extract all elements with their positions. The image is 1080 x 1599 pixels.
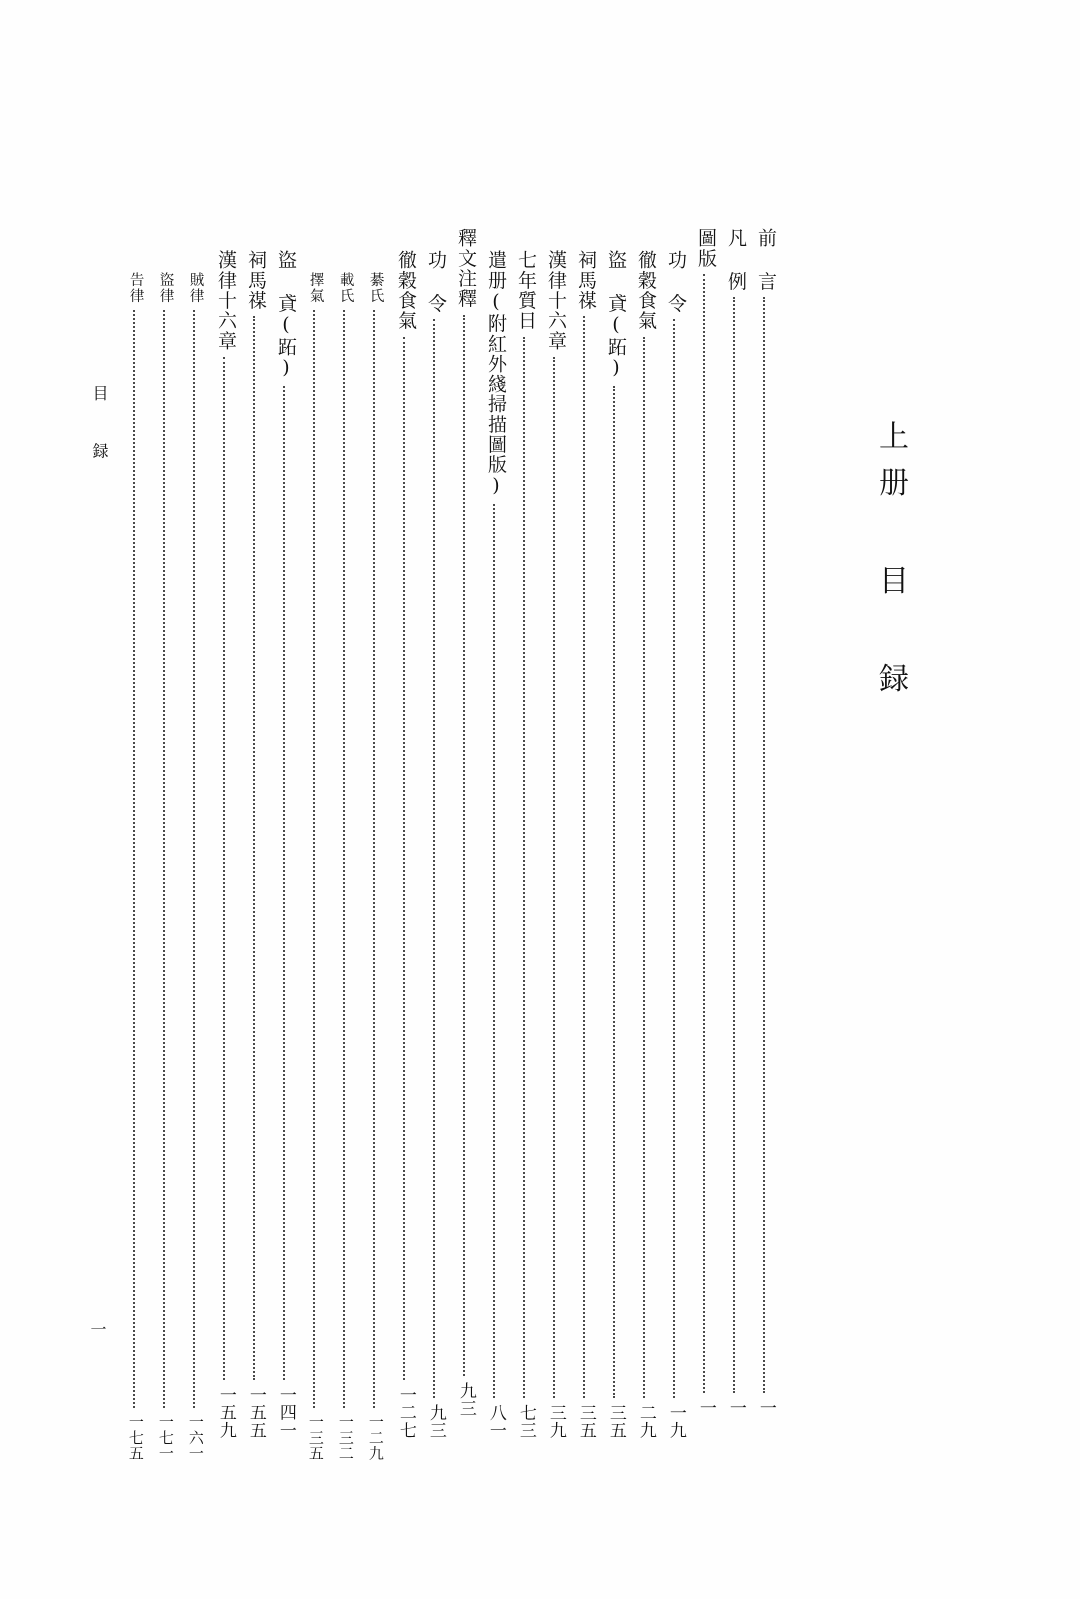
folio-number: 一: [88, 1321, 107, 1337]
toc-dot-leader: [253, 316, 257, 1380]
toc-entry[interactable]: [330, 228, 360, 1463]
toc-entry-label: 盜 貣(跖): [604, 250, 627, 380]
toc-entry[interactable]: [690, 228, 720, 1419]
toc-entry[interactable]: [270, 228, 300, 1441]
toc-page-number: 三五: [605, 1403, 626, 1439]
toc-entry-label: 釋文注釋: [454, 228, 477, 309]
toc-page-number: 一: [725, 1399, 746, 1417]
toc-entry-label: 圖版: [694, 228, 717, 269]
toc-page-number: 一九: [665, 1403, 686, 1439]
toc-entry-label: 漢律十六章: [214, 250, 237, 351]
running-head: 目 録: [90, 385, 109, 470]
toc-dot-leader: [493, 504, 497, 1398]
toc-page-number: 七三: [515, 1403, 536, 1439]
toc-dot-leader: [133, 310, 137, 1408]
toc-page-number: 八一: [485, 1403, 506, 1439]
toc-entry[interactable]: [750, 228, 780, 1419]
toc-page-number: 二九: [635, 1403, 656, 1439]
toc-page-number: 一二九: [366, 1414, 385, 1461]
toc-entry-label: 擇氣: [307, 272, 324, 305]
toc-dot-leader: [703, 274, 707, 1393]
toc-entry[interactable]: [210, 228, 240, 1441]
toc-dot-leader: [673, 319, 677, 1397]
toc-entry[interactable]: [420, 228, 450, 1441]
toc-page-number: 一五九: [215, 1385, 236, 1439]
toc-entry-label: 賊律: [187, 272, 204, 305]
toc-dot-leader: [613, 386, 617, 1398]
toc-entry[interactable]: [180, 228, 210, 1463]
toc-dot-leader: [283, 386, 287, 1380]
toc-entry[interactable]: [630, 228, 660, 1441]
toc-page-number: 九三: [425, 1403, 446, 1439]
toc-dot-leader: [463, 315, 467, 1376]
toc-entry[interactable]: [300, 228, 330, 1463]
toc-dot-leader: [373, 310, 377, 1408]
toc-entry-label: 遣册(附紅外綫掃描圖版): [484, 250, 507, 498]
toc-entry-label: 七年質日: [514, 250, 537, 331]
toc-dot-leader: [763, 297, 767, 1393]
table-of-contents: [120, 228, 780, 1461]
toc-page-number: 九三: [455, 1381, 476, 1417]
toc-entry-label: 告律: [127, 272, 144, 305]
toc-dot-leader: [403, 337, 407, 1380]
toc-page-number: 一七五: [126, 1414, 145, 1461]
toc-entry-label: 盜 貣(跖): [274, 250, 297, 380]
toc-entry[interactable]: [120, 228, 150, 1463]
toc-page-number: 一七一: [156, 1414, 175, 1461]
toc-entry[interactable]: [480, 228, 510, 1441]
toc-entry[interactable]: [720, 228, 750, 1419]
toc-page-number: 三九: [545, 1403, 566, 1439]
toc-entry[interactable]: [510, 228, 540, 1441]
toc-dot-leader: [433, 319, 437, 1397]
toc-page-number: 一二七: [395, 1385, 416, 1439]
toc-entry-label: 徹穀食氣: [394, 250, 417, 331]
toc-dot-leader: [733, 297, 737, 1393]
toc-dot-leader: [313, 310, 317, 1408]
toc-entry-label: 載氏: [337, 272, 354, 305]
toc-entry[interactable]: [570, 228, 600, 1441]
toc-page-number: 一三五: [306, 1414, 325, 1461]
toc-entry-label: 盜律: [157, 272, 174, 305]
toc-entry-label: 祠馬禖: [574, 250, 597, 311]
toc-dot-leader: [523, 337, 527, 1398]
toc-entry-label: 綦氏: [367, 272, 384, 305]
toc-entry[interactable]: [450, 228, 480, 1419]
toc-page-number: 一: [755, 1399, 776, 1417]
toc-dot-leader: [193, 310, 197, 1408]
toc-dot-leader: [583, 316, 587, 1397]
toc-entry-label: 功 令: [664, 250, 687, 314]
toc-entry[interactable]: [600, 228, 630, 1441]
toc-dot-leader: [223, 357, 227, 1380]
toc-entry[interactable]: [360, 228, 390, 1463]
toc-entry-label: 祠馬禖: [244, 250, 267, 311]
page-title: 上册 目 録: [873, 420, 908, 709]
toc-page-number: 一四一: [275, 1385, 296, 1439]
toc-page-number: 一六一: [186, 1414, 205, 1461]
toc-page-number: 三五: [575, 1403, 596, 1439]
toc-entry[interactable]: [540, 228, 570, 1441]
toc-dot-leader: [553, 357, 557, 1398]
toc-page-number: 一五五: [245, 1385, 266, 1439]
toc-page-number: 一三二: [336, 1414, 355, 1461]
toc-entry[interactable]: [240, 228, 270, 1441]
toc-page-number: 一: [695, 1399, 716, 1417]
toc-entry[interactable]: [390, 228, 420, 1441]
toc-entry[interactable]: [150, 228, 180, 1463]
toc-entry[interactable]: [660, 228, 690, 1441]
toc-entry-label: 徹穀食氣: [634, 250, 657, 331]
toc-dot-leader: [643, 337, 647, 1398]
toc-entry-label: 功 令: [424, 250, 447, 314]
toc-dot-leader: [343, 310, 347, 1408]
toc-entry-label: 凡 例: [724, 228, 747, 292]
toc-entry-label: 前 言: [754, 228, 777, 292]
toc-entry-label: 漢律十六章: [544, 250, 567, 351]
toc-dot-leader: [163, 310, 167, 1408]
